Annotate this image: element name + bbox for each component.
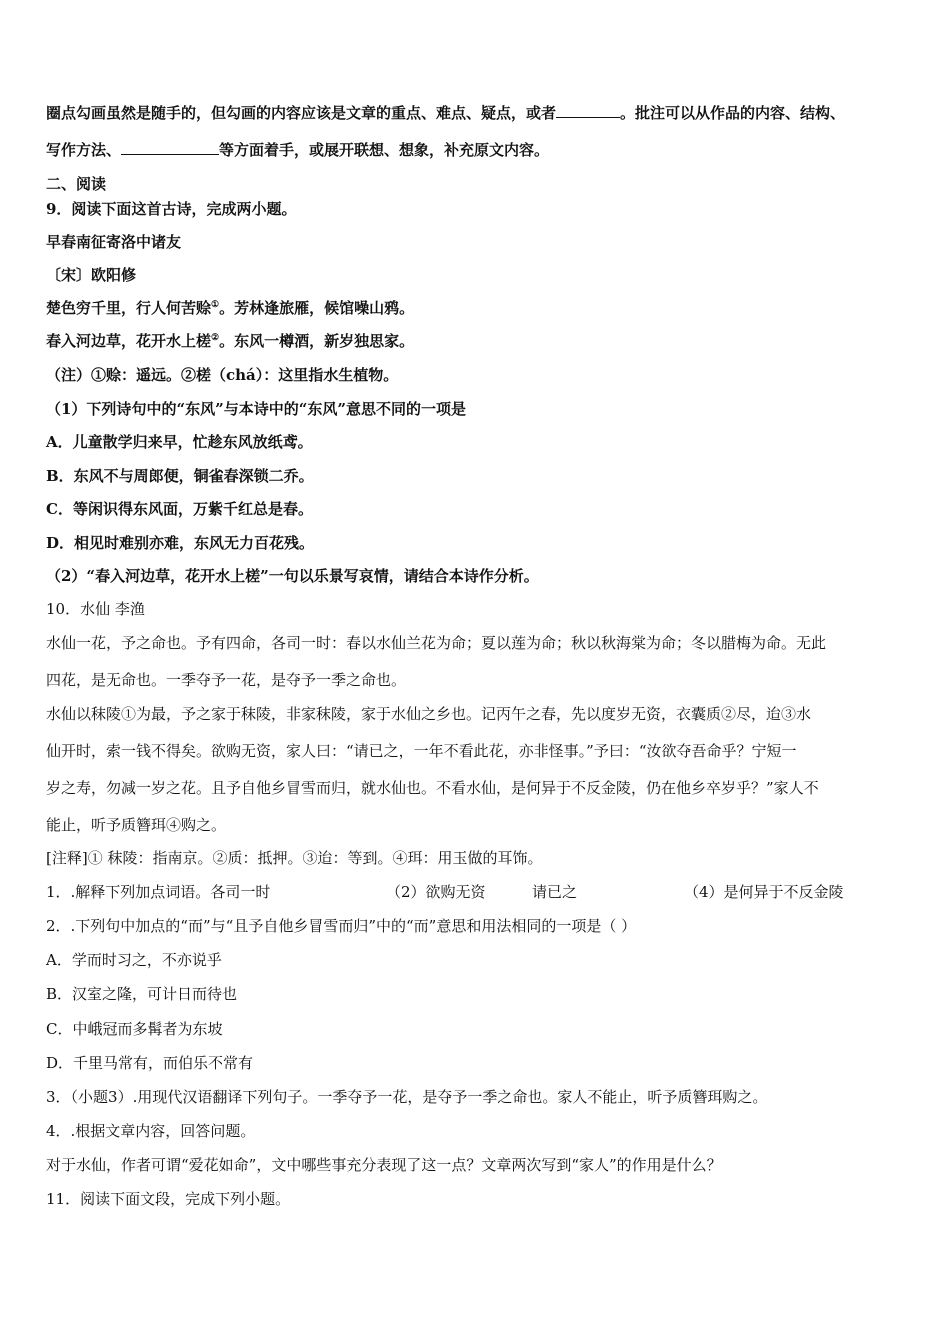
intro-text: 等方面着手，或展开联想、想象，补充原文内容。: [219, 141, 550, 159]
poem-title: 早春南征寄洛中诸友: [46, 233, 182, 251]
poem-line-2: [46, 331, 414, 351]
q9-sub1: （1）下列诗句中的“东风”与本诗中的“东风”意思不同的一项是: [46, 400, 466, 418]
q10-option-d: D．千里马常有，而伯乐不常有: [46, 1054, 254, 1072]
intro-line-2: [46, 140, 549, 160]
poem-author: 〔宋〕欧阳修: [46, 266, 137, 284]
passage-line: 岁之寿，勿减一岁之花。且予自他乡冒雪而归，就水仙也。不看水仙，是何异于不反金陵，仍在他乡卒岁乎？”家人不: [46, 779, 819, 797]
fill-blank[interactable]: [121, 140, 219, 155]
passage-line: 水仙一花，予之命也。予有四命，各司一时：春以水仙兰花为命；夏以莲为命；秋以秋海棠为命；冬以腊梅为命。无此: [46, 634, 827, 652]
q9-stem: 9．阅读下面这首古诗，完成两小题。: [46, 200, 297, 218]
passage-line: 仙开时，索一钱不得矣。欲购无资，家人曰：“请已之，一年不看此花，亦非怪事。”予曰：“汝欲夺吾命乎？宁短一: [46, 742, 797, 760]
q10-option-c: C．中峨冠而多髯者为东坡: [46, 1020, 223, 1038]
passage-line: 四花，是无命也。一季夺予一花，是夺予一季之命也。: [46, 671, 407, 689]
intro-text: 圈点勾画虽然是随手的，但勾画的内容应该是文章的重点、难点、疑点，或者: [46, 104, 557, 122]
note-marker: ①: [211, 300, 220, 310]
note-marker: ②: [211, 333, 220, 343]
q10-option-a: A．学而时习之，不亦说乎: [46, 951, 222, 969]
poem-line-1: [46, 298, 414, 318]
q10-sub1: [46, 882, 844, 902]
q11-stem: 11．阅读下面文段，完成下列小题。: [46, 1190, 291, 1208]
poem-text: 楚色穷千里，行人何苦赊: [46, 299, 212, 317]
q9-option-b: B．东风不与周郎便，铜雀春深锁二乔。: [46, 467, 314, 485]
q10-option-b: B．汉室之隆，可计日而待也: [46, 985, 238, 1003]
intro-line-1: [46, 103, 845, 123]
passage-line: 能止，听予质簪珥④购之。: [46, 816, 227, 834]
q10-sub3: 3．（小题3）.用现代汉语翻译下列句子。一季夺予一花，是夺予一季之命也。家人不能止，听予质簪珥购之。: [46, 1088, 768, 1106]
q10-sub1-part: （4）是何异于不反金陵: [684, 883, 844, 901]
q10-sub1-part: 1．.解释下列加点词语。各司一时: [46, 883, 271, 901]
passage-notes: [注释]① 秣陵：指南京。②质：抵押。③迨：等到。④珥：用玉做的耳饰。: [46, 849, 543, 867]
q10-sub4-text: 对于水仙，作者可谓“爱花如命”，文中哪些事充分表现了这一点？文章两次写到“家人”的作用是什么？: [46, 1156, 722, 1174]
q9-option-a: A．儿童散学归来早，忙趁东风放纸鸢。: [46, 433, 313, 451]
q10-sub2: 2．.下列句中加点的“而”与“且予自他乡冒雪而归”中的“而”意思和用法相同的一项是（ ）: [46, 917, 637, 935]
intro-text: 。批注可以从作品的内容、结构、: [620, 104, 846, 122]
section-heading: 二、阅读: [46, 175, 107, 193]
q9-option-d: D．相见时难别亦难，东风无力百花残。: [46, 534, 315, 552]
q10-stem: 10．水仙 李渔: [46, 600, 145, 618]
q9-sub2: （2）“春入河边草，花开水上槎”一句以乐景写哀情，请结合本诗作分析。: [46, 567, 539, 585]
poem-text: 。东风一樽酒，新岁独思家。: [219, 332, 415, 350]
fill-blank[interactable]: [556, 103, 620, 118]
q9-option-c: C．等闲识得东风面，万紫千红总是春。: [46, 500, 313, 518]
poem-notes: （注）①赊：遥远。②槎（chá）：这里指水生植物。: [46, 366, 399, 384]
intro-text: 写作方法、: [46, 141, 122, 159]
q10-sub4: 4．.根据文章内容，回答问题。: [46, 1122, 256, 1140]
q10-sub1-part: 请已之: [532, 883, 578, 901]
poem-text: 。芳林逢旅雁，候馆噪山鸦。: [219, 299, 415, 317]
poem-text: 春入河边草，花开水上槎: [46, 332, 212, 350]
q10-sub1-part: （2）欲购无资: [386, 883, 486, 901]
passage-line: 水仙以秣陵①为最，予之家于秣陵，非家秣陵，家于水仙之乡也。记丙午之春，先以度岁无资，衣囊质②尽，迨③水: [46, 705, 812, 723]
